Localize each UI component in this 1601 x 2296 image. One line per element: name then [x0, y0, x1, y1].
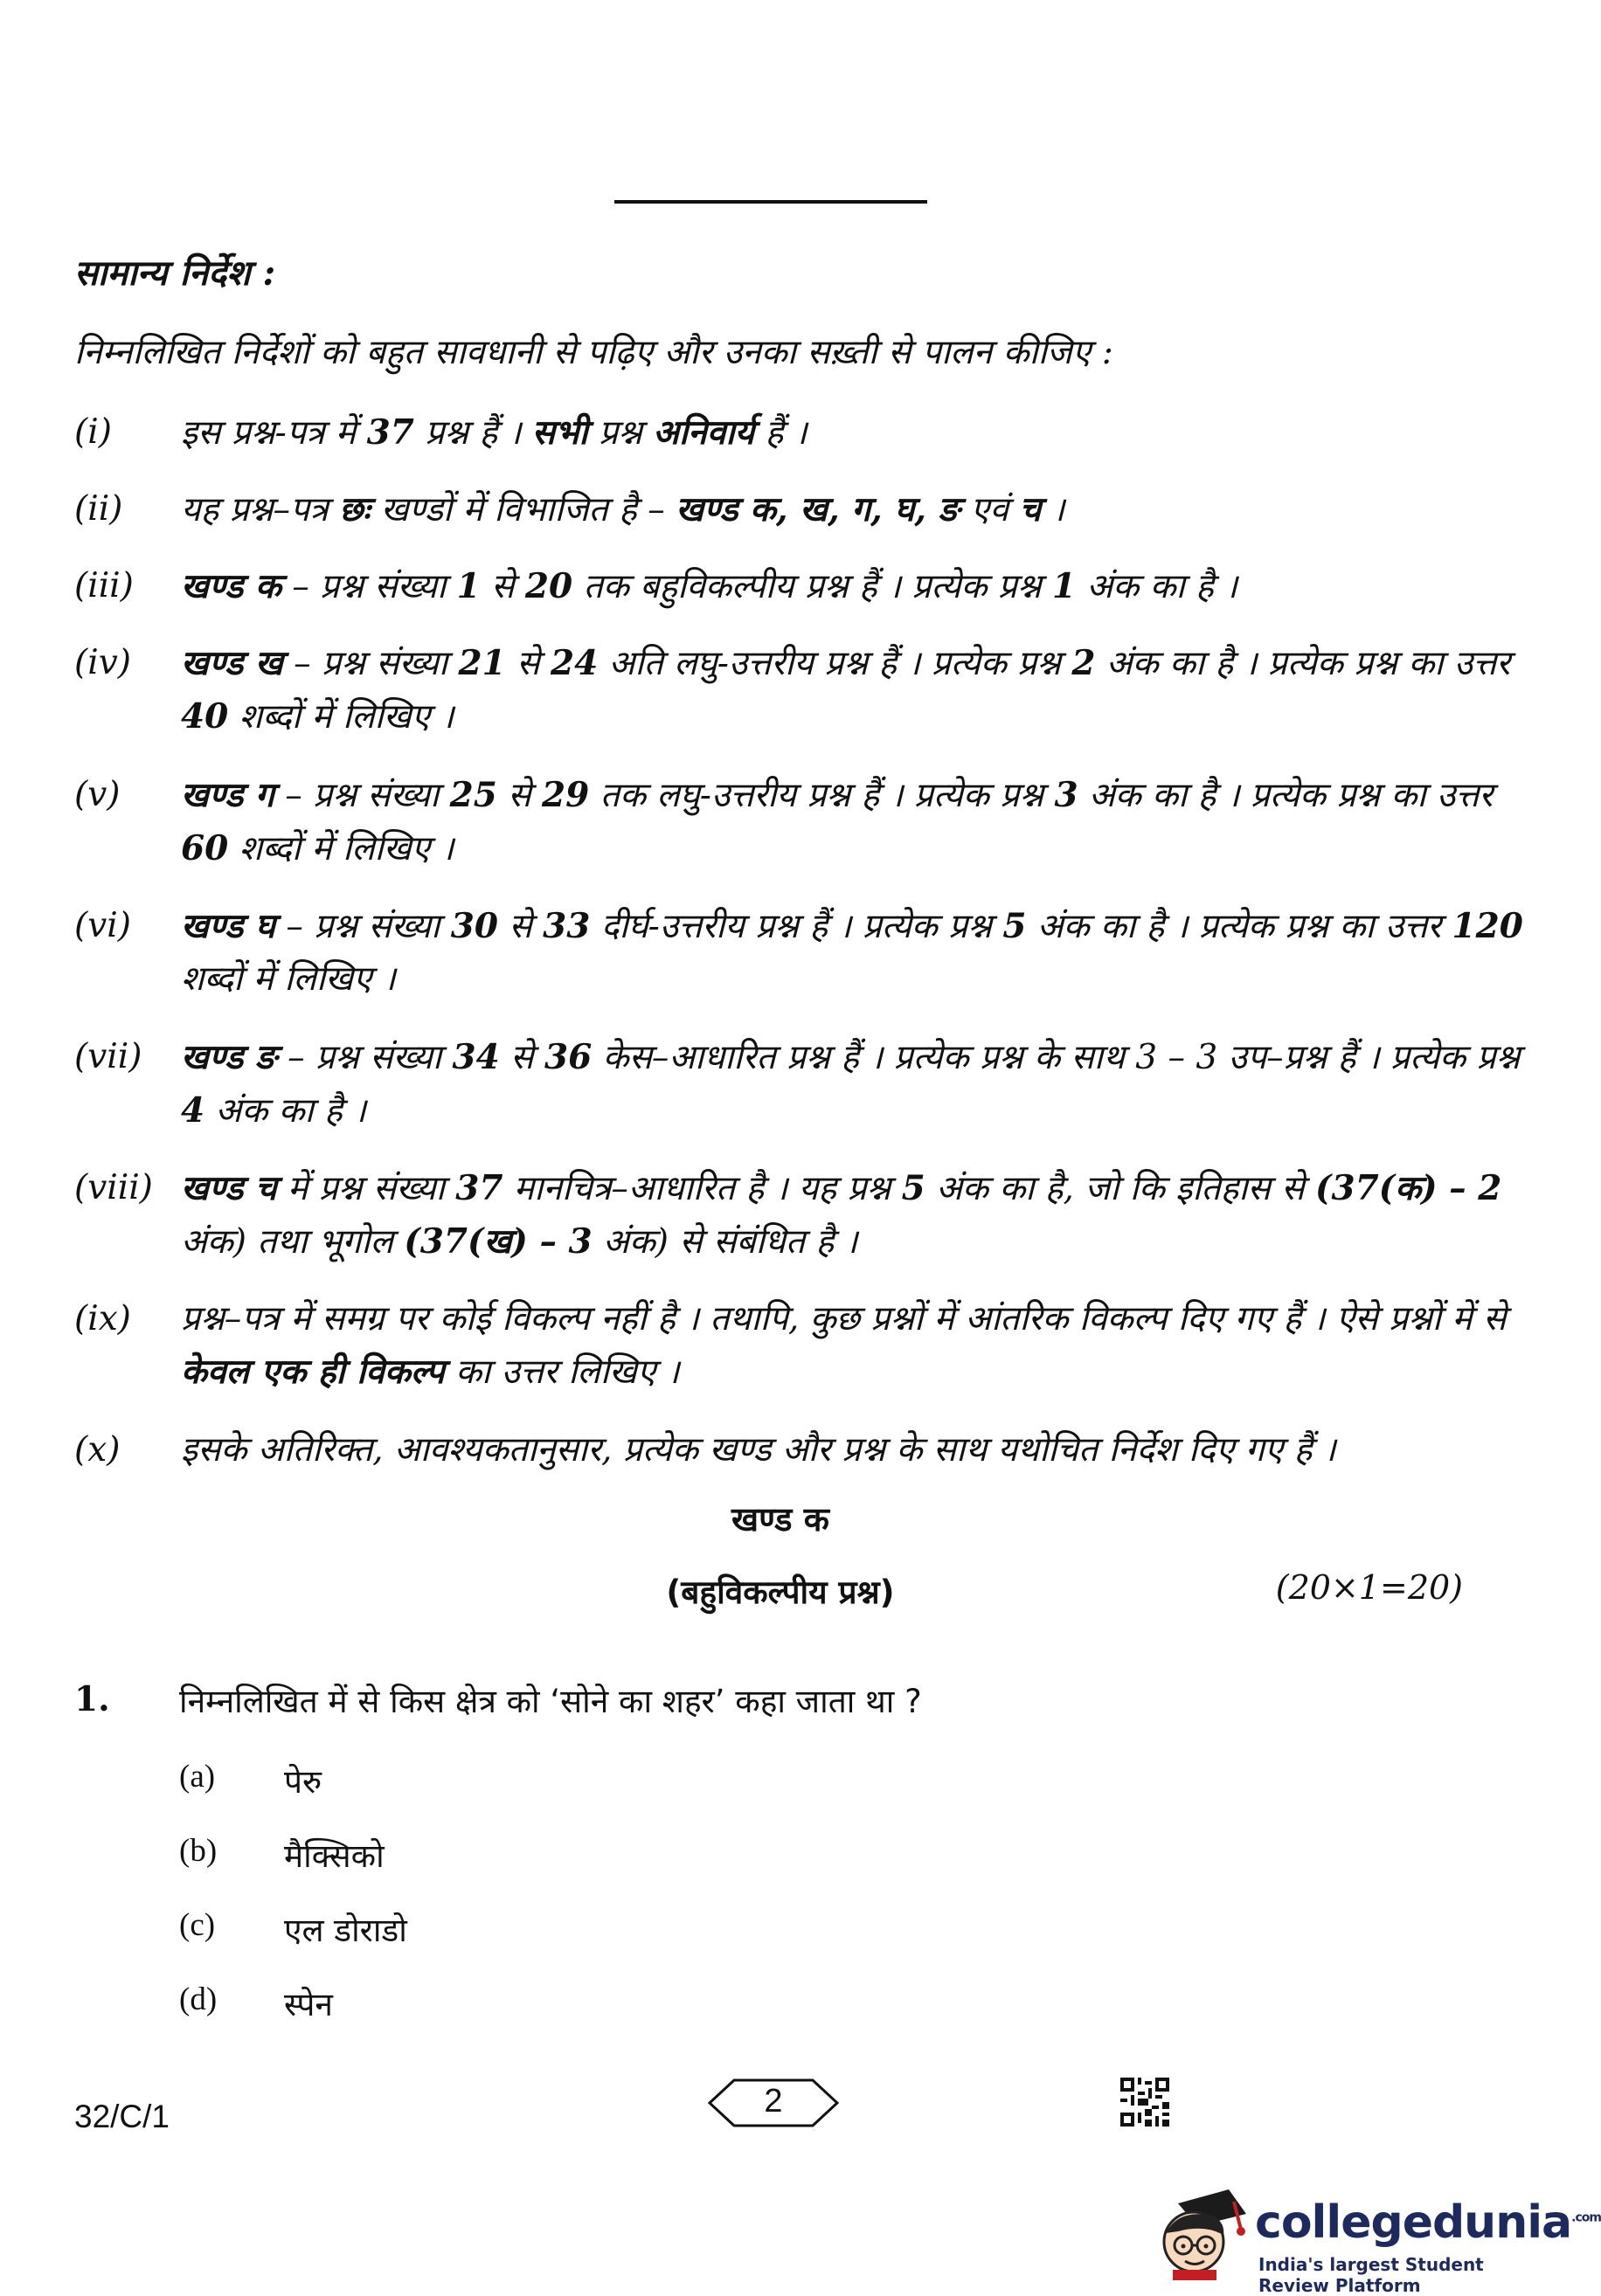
option-text: पेरु	[284, 1763, 322, 1801]
instruction-number: (iv)	[74, 643, 131, 682]
option-label: (d)	[179, 1981, 218, 2017]
option-text: एल डोराडो	[284, 1912, 407, 1949]
logo-domain-suffix: .com	[1571, 2210, 1601, 2225]
option-text: स्पेन	[284, 1986, 333, 2023]
instruction-number: (i)	[74, 412, 112, 452]
student-mascot-icon	[1143, 2184, 1252, 2280]
top-rule	[614, 200, 927, 204]
paper-code: 32/C/1	[74, 2099, 170, 2134]
section-title: खण्ड क	[731, 1500, 829, 1539]
instruction-text: यह प्रश्न–पत्र छः खण्डों में विभाजित है – खण्ड क, ख, ग, घ, ङ एवं च ।	[181, 489, 1065, 529]
instruction-text: इसके अतिरिक्त, आवश्यकतानुसार, प्रत्येक खण्ड और प्रश्न के साथ यथोचित निर्देश दिए गए हैं ।	[181, 1430, 1336, 1470]
instruction-number: (ix)	[74, 1299, 131, 1338]
instruction-number: (vi)	[74, 906, 131, 945]
instruction-number: (iii)	[74, 566, 134, 605]
logo-name: collegedunia$^{.com}$	[1255, 2196, 1601, 2249]
option-text: मैक्सिको	[284, 1837, 385, 1875]
instruction-text: खण्ड क – प्रश्न संख्या 1 से 20 तक बहुविकल्पीय प्रश्न हैं । प्रत्येक प्रश्न 1 अंक का है ।	[181, 566, 1237, 606]
instruction-text: खण्ड घ – प्रश्न संख्या 30 से 33 दीर्घ-उत्तरीय प्रश्न हैं । प्रत्येक प्रश्न 5 अंक का है । प्रत्येक प्रश्न का उत्तर 120 शब्दों में लिखिए ।	[181, 906, 1523, 999]
instruction-number: (ii)	[74, 489, 123, 529]
page-number-badge	[708, 2078, 839, 2128]
instruction-text: खण्ड ख – प्रश्न संख्या 21 से 24 अति लघु-उत्तरीय प्रश्न हैं । प्रत्येक प्रश्न 2 अंक का है । प्रत्येक प्रश्न का उत्तर 40 शब्दों में लिखिए ।	[181, 643, 1511, 737]
instruction-number: (v)	[74, 775, 121, 814]
qr-code-icon	[1120, 2078, 1169, 2127]
instruction-text: इस प्रश्न-पत्र में 37 प्रश्न हैं । सभी प्रश्न अनिवार्य हैं ।	[181, 412, 807, 453]
section-marks: (20×1=20)	[1275, 1568, 1463, 1607]
instruction-number: (x)	[74, 1430, 121, 1470]
page-number: 2	[764, 2083, 783, 2120]
logo-tagline: India's largest Student Review Platform	[1258, 2254, 1484, 2296]
question-number: 1.	[74, 1679, 110, 1719]
collegedunia-logo	[1143, 2184, 1601, 2296]
instruction-text: खण्ड ङ – प्रश्न संख्या 34 से 36 केस–आधारित प्रश्न हैं । प्रत्येक प्रश्न के साथ 3 – 3 उप–प्रश्न हैं । प्रत्येक प्रश्न 4 अंक का है ।	[181, 1037, 1521, 1131]
instruction-text: खण्ड ग – प्रश्न संख्या 25 से 29 तक लघु-उत्तरीय प्रश्न हैं । प्रत्येक प्रश्न 3 अंक का है । प्रत्येक प्रश्न का उत्तर 60 शब्दों में लिखिए ।	[181, 775, 1494, 868]
option-label: (b)	[179, 1833, 218, 1869]
instruction-number: (viii)	[74, 1168, 153, 1207]
instruction-number: (vii)	[74, 1037, 142, 1076]
instruction-text: प्रश्न–पत्र में समग्र पर कोई विकल्प नहीं है । तथापि, कुछ प्रश्नों में आंतरिक विकल्प दिए गए हैं । ऐसे प्रश्नों में से केवल एक ही विकल्प का उत्तर लिखिए ।	[181, 1299, 1507, 1392]
question-text: निम्नलिखित में से किस क्षेत्र को ‘सोने का शहर’ कहा जाता था ?	[179, 1683, 922, 1720]
general-instructions-heading: सामान्य निर्देश :	[74, 252, 276, 294]
option-label: (a)	[179, 1759, 216, 1795]
option-label: (c)	[179, 1907, 216, 1943]
instructions-intro: निम्नलिखित निर्देशों को बहुत सावधानी से पढ़िए और उनका सख़्ती से पालन कीजिए :	[74, 333, 1113, 372]
instruction-text: खण्ड च में प्रश्न संख्या 37 मानचित्र–आधारित है । यह प्रश्न 5 अंक का है, जो कि इतिहास से (37(क) – 2 अंक) तथा भूगोल (37(ख) – 3 अंक) से संबंधित है ।	[181, 1168, 1502, 1262]
section-subtitle: (बहुविकल्पीय प्रश्न)	[666, 1573, 895, 1611]
